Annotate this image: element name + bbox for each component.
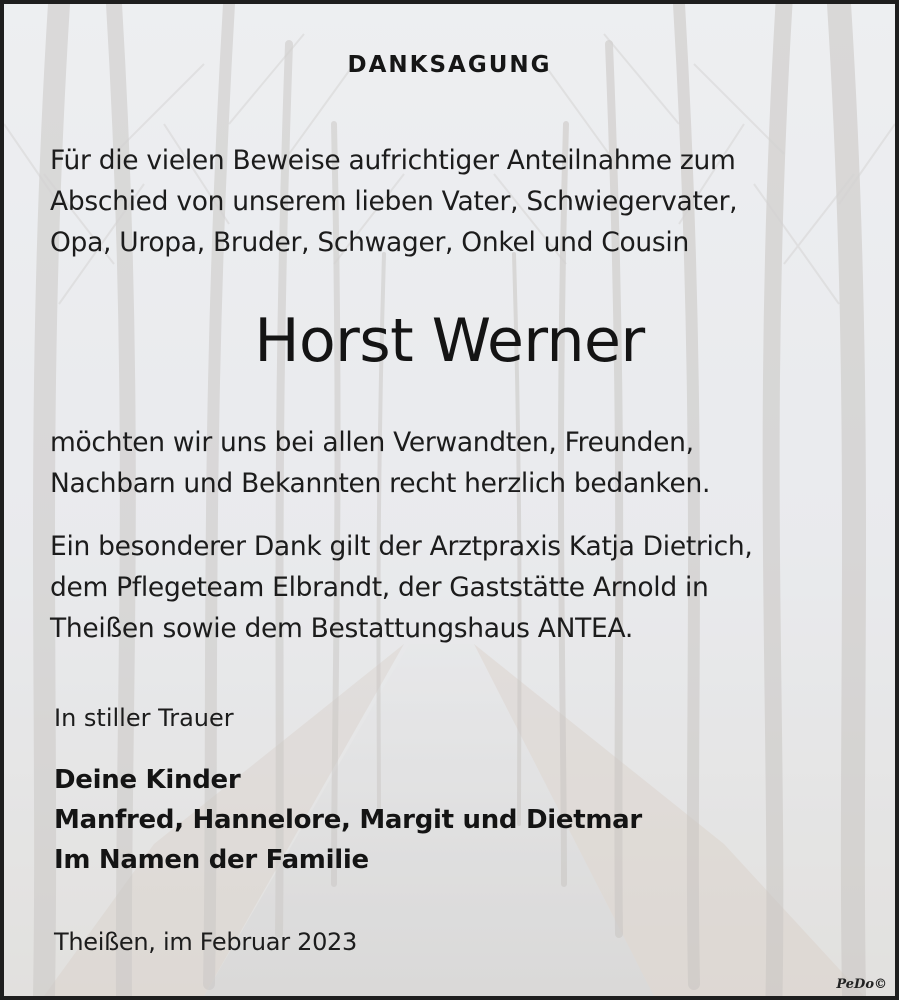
signer-line: Im Namen der Familie (54, 845, 369, 875)
special-thanks-line: dem Pflegeteam Elbrandt, der Gaststätte Arnold in (50, 572, 709, 603)
special-thanks-line: Ein besonderer Dank gilt der Arztpraxis Katja Dietrich, (50, 531, 753, 562)
notice-heading: DANKSAGUNG (347, 52, 552, 78)
intro-line: Abschied von unserem lieben Vater, Schwiegervater, (50, 186, 738, 217)
thanks-line: Nachbarn und Bekannten recht herzlich bedanken. (50, 468, 711, 499)
copyright-mark: PeDo© (836, 977, 887, 992)
special-thanks-line: Theißen sowie dem Bestattungshaus ANTEA. (50, 613, 633, 644)
place-date: Theißen, im Februar 2023 (54, 928, 357, 956)
signers-block (54, 760, 642, 880)
notice-content (4, 4, 895, 996)
mourning-phrase: In stiller Trauer (54, 704, 234, 732)
thanks-paragraph (50, 422, 870, 504)
deceased-name: Horst Werner (254, 306, 645, 376)
signer-line: Manfred, Hannelore, Margit und Dietmar (54, 805, 642, 835)
intro-line: Opa, Uropa, Bruder, Schwager, Onkel und Cousin (50, 227, 689, 258)
special-thanks-paragraph (50, 526, 870, 649)
signer-line: Deine Kinder (54, 765, 241, 795)
thanks-line: möchten wir uns bei allen Verwandten, Freunden, (50, 427, 694, 458)
intro-paragraph (50, 140, 870, 263)
intro-line: Für die vielen Beweise aufrichtiger Anteilnahme zum (50, 145, 736, 176)
